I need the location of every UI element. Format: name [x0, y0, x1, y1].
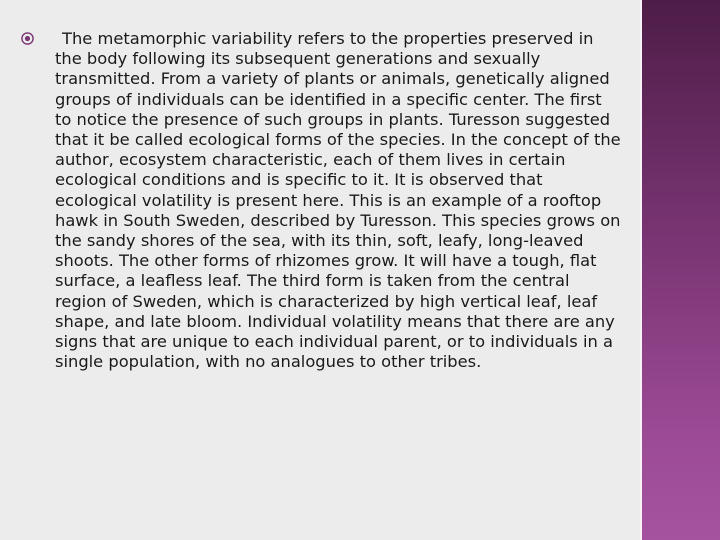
bullet-paragraph: The metamorphic variability refers to the properties preserved in the body following its subsequent generations and sexually transmitted. From a variety of plants or animals, genetically aligned groups of individuals can be identified in a specific center. The first to notice the presence of such groups in plants. Turesson suggested that it be called ecological forms of the species. In the concept of the author, ecosystem characteristic, each of them lives in certain ecological conditions and is specific to it. It is observed that ecological volatility is present here. This is an example of a rooftop hawk in South Sweden, described by Turesson. This species grows on the sandy shores of the sea, with its thin, soft, leafy, long-leaved shoots. The other forms of rhizomes grow. It will have a tough, flat surface, a leafless leaf. The third form is taken from the central region of Sweden, which is characterized by high vertical leaf, leaf shape, and late bloom. Individual volatility means that there are any signs that are unique to each individual parent, or to individuals in a single population, with no analogues to other tribes.	[55, 29, 621, 372]
circled-dot-bullet-icon	[21, 32, 34, 45]
decorative-side-panel	[642, 0, 720, 540]
